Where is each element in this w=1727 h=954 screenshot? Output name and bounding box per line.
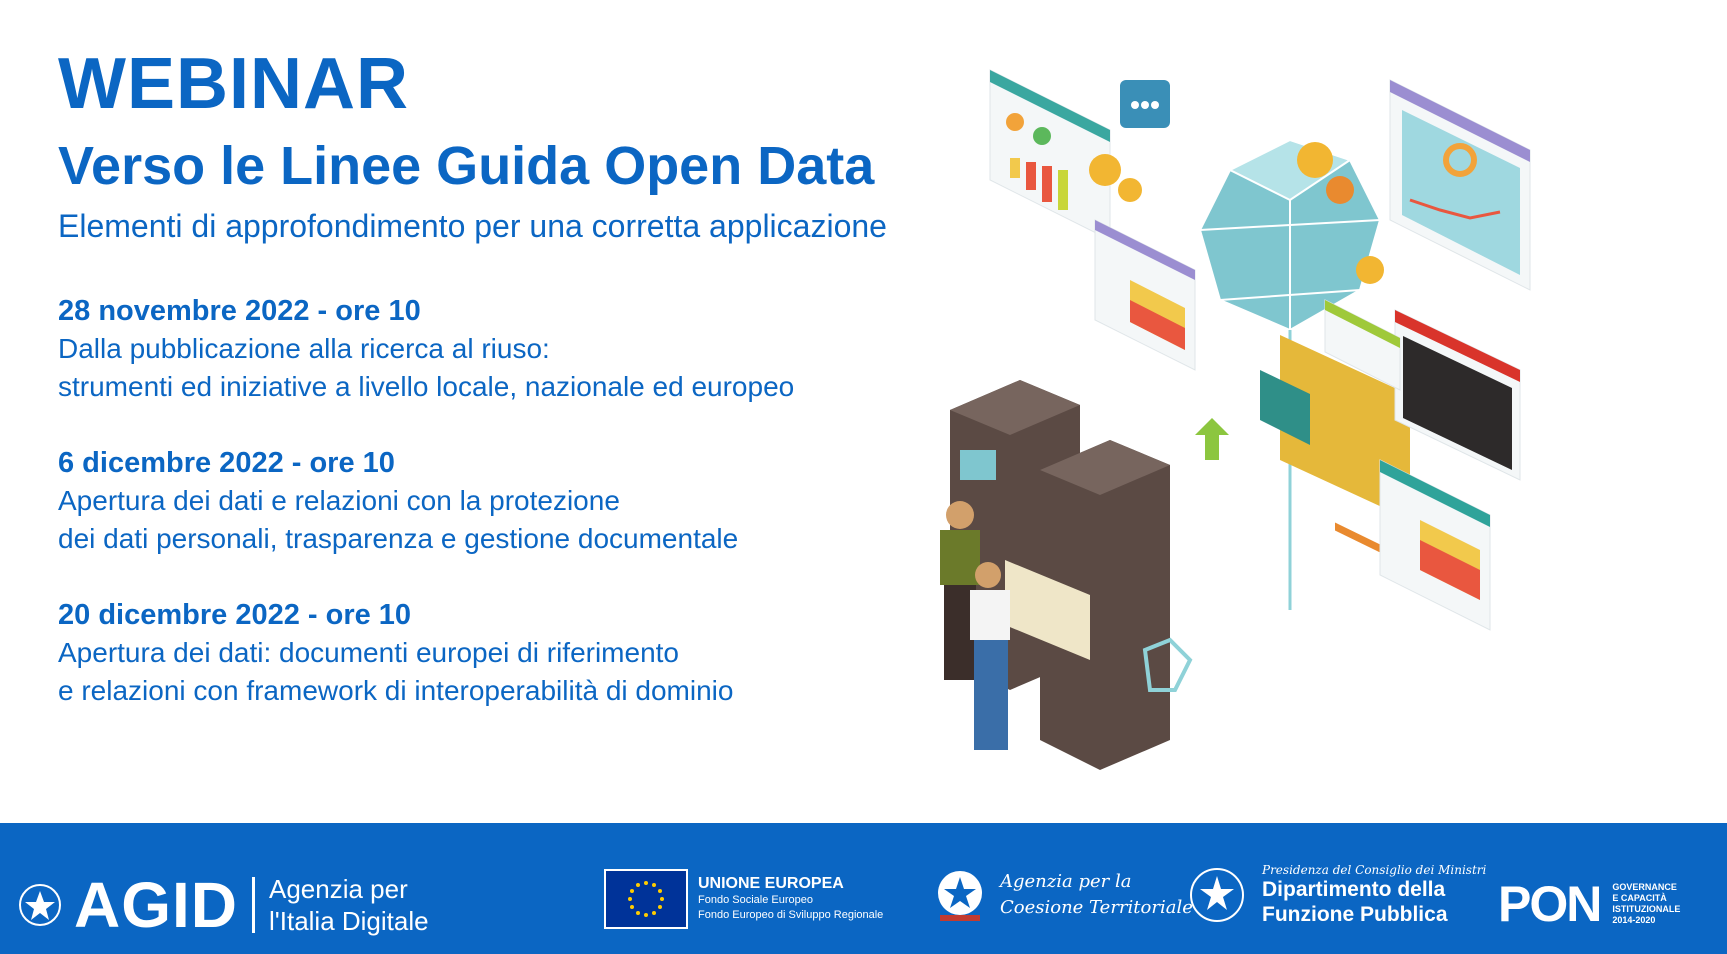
- italian-emblem-icon: [18, 883, 62, 927]
- eu-fund-1: Fondo Sociale Europeo: [698, 894, 813, 906]
- dfp-logo: [1188, 863, 1486, 927]
- session-description: Apertura dei dati e relazioni con la protezione dei dati personali, trasparenza e gestione documentale: [58, 485, 739, 554]
- act-logo: [934, 867, 1193, 923]
- pon-logo: [1498, 876, 1681, 932]
- session-item: [58, 292, 978, 406]
- chart-window-icon: [1380, 460, 1490, 630]
- agid-acronym: AGID: [74, 869, 238, 941]
- dfp-presidency: Presidenza del Consiglio dei Ministri: [1262, 863, 1487, 877]
- italian-emblem-icon: [1188, 864, 1246, 926]
- webinar-subtitle: Verso le Linee Guida Open Data: [58, 136, 875, 196]
- chart-window-icon: [1390, 80, 1530, 290]
- webinar-title: WEBINAR: [58, 44, 409, 124]
- italian-emblem-icon: [934, 867, 986, 923]
- act-line1: Agenzia per la: [1000, 871, 1132, 892]
- session-date: 20 dicembre 2022 - ore 10: [58, 599, 412, 631]
- text-column: [58, 40, 978, 710]
- person-icon: [970, 562, 1010, 750]
- eu-logo: [604, 869, 883, 929]
- dark-window-icon: [1395, 310, 1520, 480]
- eu-flag-icon: [604, 869, 688, 929]
- session-date: 28 novembre 2022 - ore 10: [58, 295, 421, 327]
- agid-line1: Agenzia per: [269, 874, 408, 904]
- agid-line2: l'Italia Digitale: [269, 906, 429, 936]
- dfp-line1: Dipartimento della: [1262, 878, 1446, 901]
- session-item: [58, 444, 978, 558]
- session-description: Dalla pubblicazione alla ricerca al riuso: strumenti ed iniziative a livello locale, nazionale ed europeo: [58, 333, 795, 402]
- session-description: Apertura dei dati: documenti europei di riferimento e relazioni con framework di interoperabilità di dominio: [58, 637, 734, 706]
- dfp-line2: Funzione Pubblica: [1262, 903, 1448, 926]
- pon-program: GOVERNANCE E CAPACITÀ ISTITUZIONALE 2014-2020: [1612, 882, 1681, 925]
- footer-bar: [0, 823, 1727, 954]
- session-item: [58, 596, 978, 710]
- agid-logo: [18, 869, 429, 941]
- upload-arrow-icon: [1195, 418, 1229, 460]
- webinar-tagline: Elementi di approfondimento per una corretta applicazione: [58, 208, 887, 244]
- eu-fund-2: Fondo Europeo di Sviluppo Regionale: [698, 909, 884, 921]
- chat-bubble-icon: [1120, 80, 1170, 128]
- eu-title: UNIONE EUROPEA: [698, 875, 844, 892]
- act-line2: Coesione Territoriale: [1000, 897, 1193, 918]
- data-illustration: [930, 50, 1690, 790]
- sessions-list: [58, 292, 978, 710]
- chart-window-icon: [990, 70, 1110, 240]
- agid-separator: [252, 877, 255, 933]
- chart-window-icon: [1095, 220, 1195, 370]
- session-date: 6 dicembre 2022 - ore 10: [58, 447, 395, 479]
- agid-full-name: [269, 873, 429, 937]
- pon-wordmark: PON: [1498, 876, 1601, 932]
